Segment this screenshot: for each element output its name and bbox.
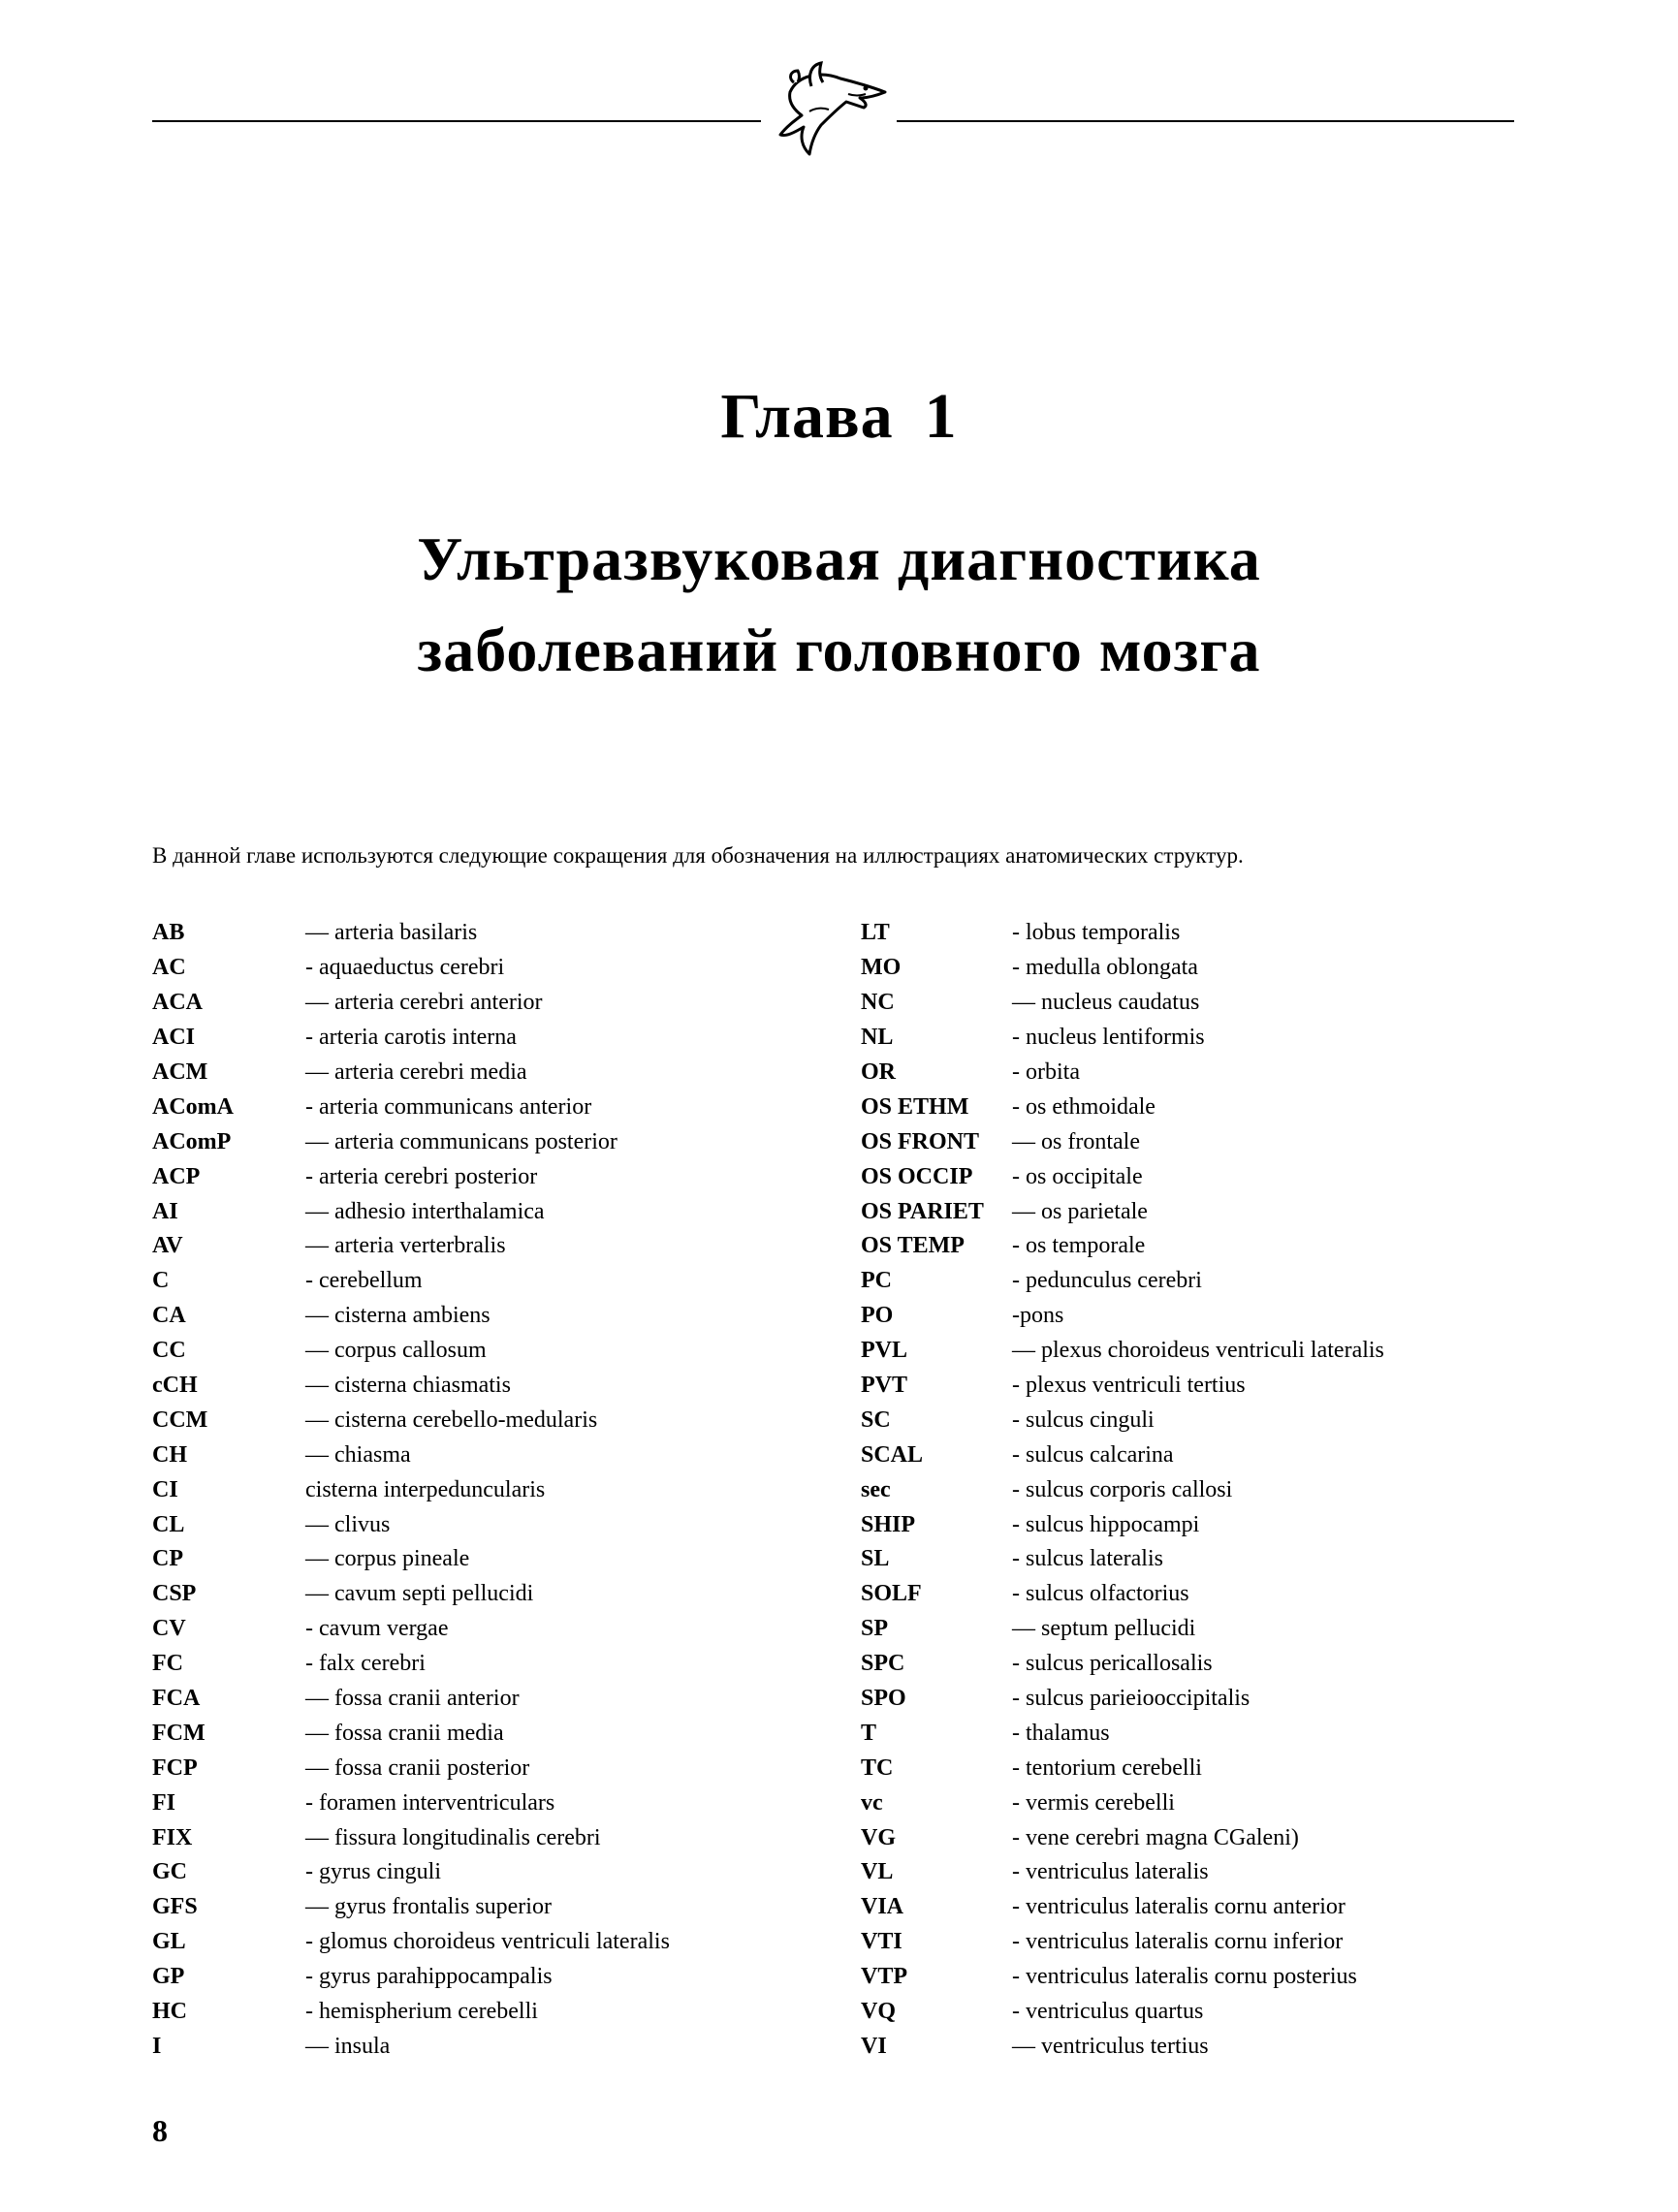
abbreviation-term: SPC [861,1651,905,1677]
abbreviation-definition: — arteria cerebri anterior [305,990,543,1016]
abbreviation-term: CL [152,1511,185,1537]
abbreviation-term: cCH [152,1373,198,1399]
abbreviation-definition: — clivus [305,1511,391,1537]
abbreviation-term: PVL [861,1338,907,1364]
abbreviation-term: CC [152,1338,186,1364]
abbreviation-definition: — cisterna ambiens [305,1303,491,1329]
abbreviation-row [861,1403,1384,1438]
abbreviation-definition: - sulcus hippocampi [1012,1511,1200,1537]
abbreviation-row [152,1751,670,1785]
abbreviation-term: CA [152,1303,186,1329]
abbreviation-term: OS ETHM [861,1093,969,1120]
abbreviation-definition: — os frontale [1012,1128,1140,1154]
abbreviation-row [861,1472,1384,1507]
chapter-title [0,514,1678,696]
abbreviation-row [152,1995,670,2030]
abbreviation-definition: - ventriculus lateralis [1012,1859,1209,1885]
abbreviation-row [861,1369,1384,1404]
abbreviation-term: VTP [861,1964,907,1990]
abbreviation-row [152,1334,670,1369]
title-line-1: Ультразвуковая диагностика [417,524,1261,593]
abbreviation-definition: - gyrus parahippocampalis [305,1964,553,1990]
abbreviation-term: AC [152,955,186,981]
abbreviation-term: ACP [152,1163,201,1189]
abbreviation-row [861,1124,1384,1159]
abbreviation-row [861,986,1384,1021]
abbreviation-definition: - arteria carotis interna [305,1025,517,1051]
abbreviation-row [152,1925,670,1960]
abbreviation-term: PC [861,1268,892,1294]
abbreviation-term: CP [152,1546,183,1572]
abbreviation-term: vc [861,1789,883,1816]
abbreviation-definition: - arteria communicans anterior [305,1093,592,1120]
abbreviation-definition: - glomus choroideus ventriculi lateralis [305,1929,670,1955]
abbreviation-row [861,1612,1384,1647]
abbreviation-term: T [861,1720,877,1746]
abbreviation-term: SOLF [861,1581,922,1607]
abbreviation-term: OS TEMP [861,1233,965,1259]
abbreviation-definition: — gyrus frontalis superior [305,1894,552,1920]
abbreviation-row [861,1925,1384,1960]
abbreviation-definition: - sulcus pericallosalis [1012,1651,1213,1677]
abbreviation-term: PVT [861,1373,907,1399]
abbreviation-row [861,1716,1384,1751]
abbreviation-term: ACI [152,1025,196,1051]
abbreviation-row [861,1299,1384,1334]
chapter-number: 1 [924,381,958,452]
abbreviation-term: sec [861,1476,891,1502]
abbreviation-definition: - ventriculus quartus [1012,1999,1204,2025]
abbreviation-row [152,1785,670,1820]
abbreviation-definition: - os temporale [1012,1233,1146,1259]
abbreviation-definition: - os ethmoidale [1012,1093,1156,1120]
abbreviation-term: GC [152,1859,187,1885]
abbreviation-row [152,1021,670,1056]
abbreviation-term: VTI [861,1929,902,1955]
abbreviation-term: FCP [152,1754,198,1781]
abbreviation-row [861,1334,1384,1369]
abbreviation-term: CI [152,1476,178,1502]
abbreviations-right-column [861,916,1384,2064]
abbreviation-definition: - ventriculus lateralis cornu anterior [1012,1894,1346,1920]
abbreviation-term: ACA [152,990,203,1016]
abbreviation-term: AComP [152,1128,232,1154]
abbreviation-term: FC [152,1651,183,1677]
abbreviation-definition: - medulla oblongata [1012,955,1198,981]
abbreviation-definition: - foramen interventriculars [305,1789,555,1816]
abbreviation-definition: - sulcus parieiooccipitalis [1012,1686,1251,1712]
abbreviation-definition: — ventriculus tertius [1012,2033,1209,2059]
abbreviation-definition: — insula [305,2033,391,2059]
abbreviation-term: CH [152,1441,187,1468]
abbreviation-definition: — os parietale [1012,1198,1148,1224]
abbreviation-term: SPO [861,1686,906,1712]
abbreviation-row [152,951,670,986]
abbreviation-definition: - arteria cerebri posterior [305,1163,538,1189]
abbreviation-row [152,1403,670,1438]
abbreviation-definition: — fossa cranii anterior [305,1686,520,1712]
abbreviation-row [152,1090,670,1124]
abbreviation-row [152,1542,670,1577]
abbreviation-definition: — fossa cranii posterior [305,1754,530,1781]
abbreviation-row [152,1577,670,1612]
chapter-label: Глава [720,381,894,452]
abbreviation-term: C [152,1268,170,1294]
dolphin-icon [751,53,906,170]
abbreviation-definition: - tentorium cerebelli [1012,1754,1202,1781]
abbreviation-definition: — arteria cerebri media [305,1059,527,1085]
abbreviation-term: FCM [152,1720,206,1746]
abbreviation-row [861,1785,1384,1820]
abbreviation-definition: - aquaeductus cerebri [305,955,505,981]
abbreviation-term: GP [152,1964,185,1990]
abbreviation-term: HC [152,1999,187,2025]
abbreviation-definition: — adhesio interthalamica [305,1198,545,1224]
abbreviation-term: VQ [861,1999,896,2025]
abbreviation-definition: - sulcus corporis callosi [1012,1476,1233,1502]
abbreviation-term: PO [861,1303,894,1329]
abbreviation-term: I [152,2033,162,2059]
abbreviation-row [152,1438,670,1472]
abbreviation-row [861,1507,1384,1542]
abbreviation-definition: — cisterna cerebello-medularis [305,1406,598,1433]
abbreviation-definition: - sulcus olfactorius [1012,1581,1189,1607]
abbreviation-row [152,2030,670,2065]
abbreviation-row [152,1056,670,1090]
abbreviation-definition: - os occipitale [1012,1163,1143,1189]
abbreviation-definition: — arteria communicans posterior [305,1128,617,1154]
abbreviation-term: FCA [152,1686,201,1712]
abbreviation-term: LT [861,920,890,946]
abbreviation-row [152,916,670,951]
page-number: 8 [152,2113,168,2148]
abbreviation-definition: - cavum vergae [305,1616,449,1642]
abbreviation-row [861,1194,1384,1229]
abbreviation-row [861,1264,1384,1299]
abbreviation-definition: - lobus temporalis [1012,920,1181,946]
abbreviation-row [152,1229,670,1264]
abbreviation-term: GFS [152,1894,198,1920]
abbreviation-definition: - nucleus lentiformis [1012,1025,1205,1051]
abbreviation-term: VL [861,1859,894,1885]
abbreviation-definition: - orbita [1012,1059,1080,1085]
abbreviation-term: VI [861,2033,887,2059]
abbreviation-row [152,1124,670,1159]
abbreviation-term: SCAL [861,1441,924,1468]
abbreviation-row [152,1716,670,1751]
abbreviation-term: TC [861,1754,894,1781]
abbreviation-term: GL [152,1929,186,1955]
abbreviation-definition: - vermis cerebelli [1012,1789,1175,1816]
abbreviation-term: CCM [152,1406,208,1433]
abbreviation-row [861,1542,1384,1577]
abbreviation-row [861,2030,1384,2065]
abbreviation-term: FI [152,1789,175,1816]
abbreviation-row [861,951,1384,986]
abbreviation-row [152,1612,670,1647]
abbreviation-term: FIX [152,1824,193,1850]
abbreviation-definition: — chiasma [305,1441,411,1468]
abbreviation-row [861,1438,1384,1472]
abbreviation-row [861,1995,1384,2030]
abbreviation-row [152,1264,670,1299]
abbreviation-term: CSP [152,1581,197,1607]
abbreviation-definition: cisterna interpeduncularis [305,1476,546,1502]
abbreviation-term: SC [861,1406,891,1433]
abbreviation-definition: - sulcus cinguli [1012,1406,1155,1433]
abbreviation-definition: - thalamus [1012,1720,1110,1746]
abbreviation-definition: — cavum septi pellucidi [305,1581,534,1607]
abbreviation-term: NC [861,990,895,1016]
abbreviations-left-column [152,916,670,2064]
abbreviation-term: AV [152,1233,183,1259]
abbreviation-definition: - pedunculus cerebri [1012,1268,1202,1294]
abbreviation-term: AB [152,920,185,946]
abbreviation-row [152,1159,670,1194]
abbreviation-definition: - falx cerebri [305,1651,426,1677]
abbreviation-row [152,986,670,1021]
abbreviation-term: OS FRONT [861,1128,980,1154]
abbreviation-definition: — fissura longitudinalis cerebri [305,1824,601,1850]
abbreviation-row [861,1577,1384,1612]
abbreviation-definition: — fossa cranii media [305,1720,504,1746]
abbreviation-row [861,1820,1384,1855]
abbreviation-row [152,1890,670,1925]
abbreviation-row [861,1751,1384,1785]
abbreviation-row [861,1021,1384,1056]
abbreviation-definition: - ventriculus lateralis cornu posterius [1012,1964,1357,1990]
abbreviation-definition: - cerebellum [305,1268,423,1294]
abbreviation-row [861,1056,1384,1090]
abbreviation-definition: - vene cerebri magna CGaleni) [1012,1824,1299,1850]
abbreviation-row [152,1299,670,1334]
abbreviation-definition: — corpus callosum [305,1338,487,1364]
abbreviation-term: NL [861,1025,894,1051]
abbreviation-term: MO [861,955,902,981]
abbreviation-term: VG [861,1824,896,1850]
abbreviation-definition: — cisterna chiasmatis [305,1373,511,1399]
abbreviation-term: CV [152,1616,186,1642]
abbreviation-row [152,1855,670,1890]
abbreviation-row [861,1682,1384,1717]
abbreviation-definition: - hemispherium cerebelli [305,1999,538,2025]
abbreviation-row [861,1229,1384,1264]
abbreviation-definition: — arteria verterbralis [305,1233,506,1259]
abbreviation-term: AComA [152,1093,234,1120]
abbreviation-row [861,1960,1384,1995]
abbreviation-row [861,1855,1384,1890]
abbreviation-term: VIA [861,1894,904,1920]
abbreviation-definition: — arteria basilaris [305,920,478,946]
abbreviation-term: ACM [152,1059,208,1085]
abbreviation-term: OS OCCIP [861,1163,973,1189]
abbreviation-row [861,1647,1384,1682]
abbreviation-row [152,1960,670,1995]
abbreviation-definition: — plexus choroideus ventriculi lateralis [1012,1338,1384,1364]
abbreviation-definition: - ventriculus lateralis cornu inferior [1012,1929,1344,1955]
abbreviation-row [152,1472,670,1507]
abbreviation-row [152,1507,670,1542]
title-line-2: заболеваний головного мозга [417,616,1261,684]
abbreviation-term: OS PARIET [861,1198,984,1224]
abbreviation-row [152,1194,670,1229]
abbreviation-term: SP [861,1616,889,1642]
intro-text: В данной главе используются следующие сокращения для обозначения на иллюстрациях анатомических структур. [152,843,1244,868]
abbreviation-row [152,1369,670,1404]
abbreviation-term: AI [152,1198,178,1224]
abbreviation-definition: — corpus pineale [305,1546,470,1572]
abbreviation-definition: - gyrus cinguli [305,1859,441,1885]
abbreviation-definition: — septum pellucidi [1012,1616,1196,1642]
abbreviation-row [861,1159,1384,1194]
abbreviation-row [861,916,1384,951]
abbreviation-term: SHIP [861,1511,916,1537]
chapter-heading [0,380,1678,454]
abbreviation-row [861,1090,1384,1124]
abbreviation-row [152,1682,670,1717]
abbreviation-definition: -pons [1012,1303,1064,1329]
abbreviation-row [152,1820,670,1855]
abbreviation-definition: - sulcus calcarina [1012,1441,1174,1468]
abbreviation-term: OR [861,1059,896,1085]
abbreviation-definition: — nucleus caudatus [1012,990,1200,1016]
abbreviation-definition: - sulcus lateralis [1012,1546,1163,1572]
abbreviation-row [861,1890,1384,1925]
abbreviation-term: SL [861,1546,890,1572]
abbreviation-row [152,1647,670,1682]
abbreviation-definition: - plexus ventriculi tertius [1012,1373,1246,1399]
